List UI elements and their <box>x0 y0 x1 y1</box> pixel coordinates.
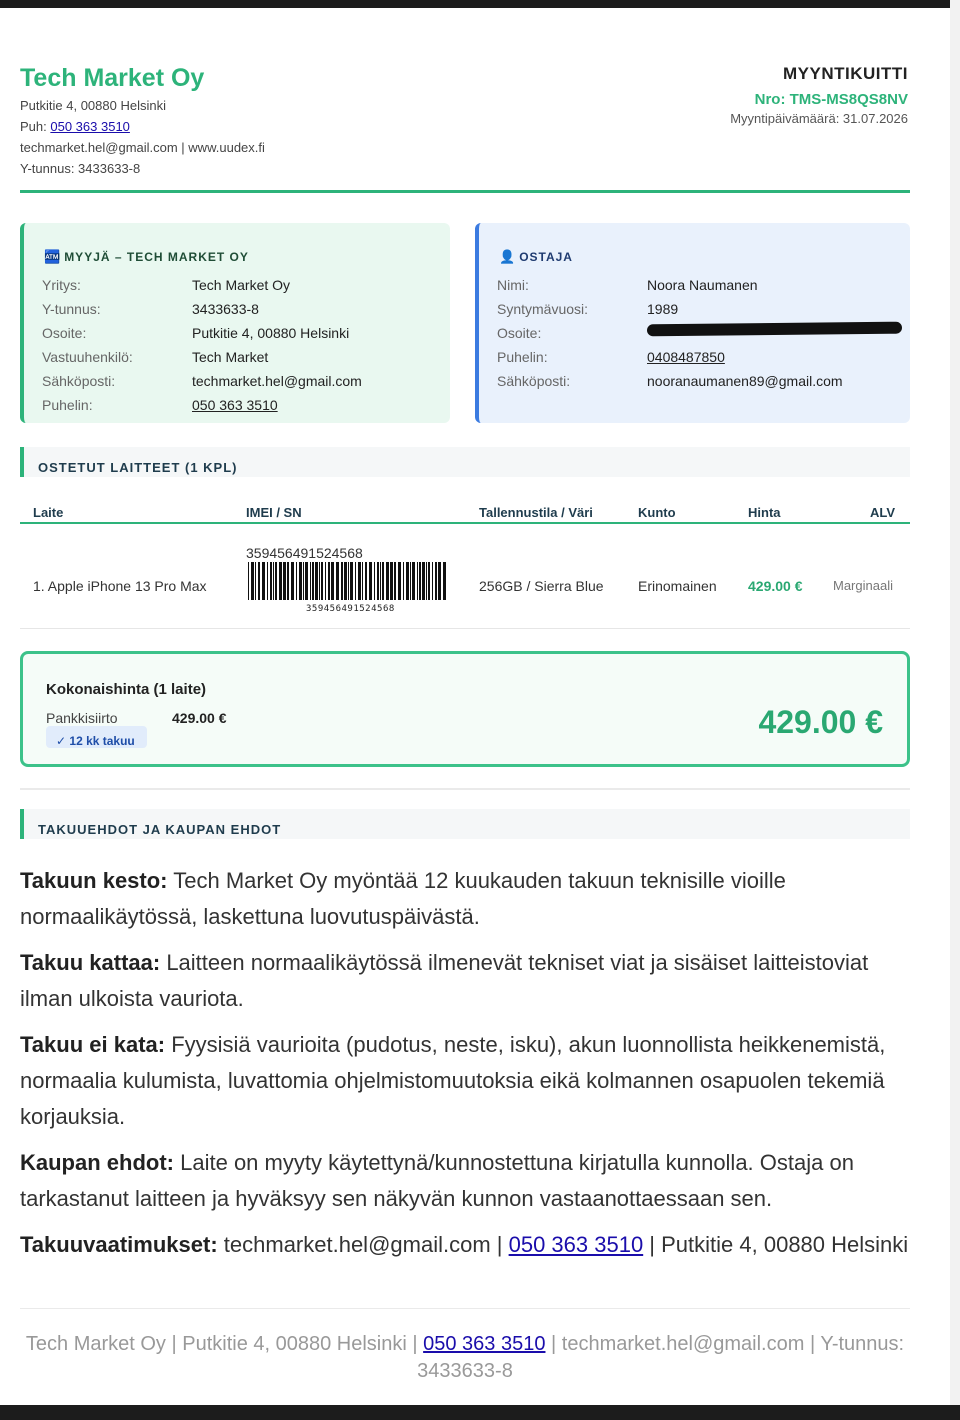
barcode-bar <box>386 562 389 600</box>
company-address: Putkitie 4, 00880 Helsinki <box>20 98 166 113</box>
barcode-bar <box>319 562 320 600</box>
total-label: Kokonaishinta (1 laite) <box>46 681 207 698</box>
warranty-badge: ✓ 12 kk takuu <box>46 726 147 748</box>
barcode-bar <box>358 562 361 600</box>
device-name: 1. Apple iPhone 13 Pro Max <box>33 578 207 594</box>
header-divider <box>20 190 910 193</box>
phone-label: Puh: <box>20 119 47 134</box>
barcode-bar <box>328 562 330 600</box>
table-row-divider <box>20 628 910 629</box>
term-warranty-excludes: Takuu ei kata: Fyysisiä vaurioita (pudotus, neste, isku), akun luonnollista heikkenemistä, normaalia kulumista, luvattomia ohjelmistomuutoksia eikä kolmannen osapuolen tekemiä korjauksia. <box>20 1032 886 1129</box>
receipt-number: Nro: TMS-MS8QS8NV <box>754 91 908 108</box>
barcode-bar <box>426 562 427 600</box>
person-icon: 👤 <box>499 249 517 264</box>
term-warranty-duration: Takuun kesto: Tech Market Oy myöntää 12 kuukauden takuun teknisille vioille normaalikäytössä, laskettuna luovutuspäivästä. <box>20 868 786 929</box>
total-box <box>20 651 910 767</box>
barcode-bar <box>296 562 297 600</box>
barcode-bar <box>251 562 254 600</box>
seller-box-title: 🏧 MYYJÄ – TECH MARKET OY <box>44 249 249 264</box>
col-header-condition: Kunto <box>638 505 676 520</box>
device-price: 429.00 € <box>748 578 803 594</box>
barcode-bar <box>377 562 379 600</box>
col-header-storage-color: Tallennustila / Väri <box>479 505 593 520</box>
col-header-device: Laite <box>33 505 64 520</box>
barcode-bar <box>394 562 396 600</box>
barcode-bar <box>422 562 425 600</box>
barcode-bar <box>291 562 294 600</box>
barcode-bar <box>303 562 304 600</box>
redaction-scribble <box>647 322 902 337</box>
barcode-bar <box>428 562 430 600</box>
barcode-bar <box>321 562 323 600</box>
barcode-bar <box>362 562 363 600</box>
barcode-bar <box>325 562 326 600</box>
grand-total: 429.00 € <box>758 704 883 740</box>
barcode-bar <box>348 562 349 600</box>
barcode-bar <box>435 562 437 600</box>
footer: Tech Market Oy | Putkitie 4, 00880 Helsinki | 050 363 3510 | techmarket.hel@gmail.com | Y-tunnus: 3433633-8 <box>25 1333 905 1382</box>
company-phone-line <box>20 119 130 134</box>
barcode-bar <box>432 562 433 600</box>
barcode-bar <box>283 562 286 600</box>
col-header-imei: IMEI / SN <box>246 505 302 520</box>
barcode-bar <box>419 562 421 600</box>
devices-section-title: OSTETUT LAITTEET (1 KPL) <box>38 460 238 475</box>
barcode-bar <box>417 562 418 600</box>
barcode-bar <box>248 562 249 600</box>
barcode-bar <box>341 562 343 600</box>
device-condition: Erinomainen <box>638 578 717 594</box>
term-warranty-covers: Takuu kattaa: Laitteen normaalikäytössä ilmenevät tekniset viat ja sisäiset laitteistoviat ilman ulkoista vauriota. <box>20 950 869 1011</box>
footer-phone-link[interactable]: 050 363 3510 <box>423 1333 546 1355</box>
col-header-vat: ALV <box>870 505 896 520</box>
barcode-bar <box>374 562 375 600</box>
barcode-bar <box>443 562 446 600</box>
seller-box: 🏧 MYYJÄ – TECH MARKET OY Yritys: Tech Market Oy Y-tunnus: 3433633-8 Osoite: Putkitie 4, 00880 Helsinki Vastuuhenkilö: Tech Market Sähköposti: techmarket.hel@gmail.com Puhelin: 050 363 3510 <box>20 223 450 423</box>
barcode-bar <box>336 562 339 600</box>
barcode-bar <box>267 562 268 600</box>
devices-section-header <box>20 447 910 477</box>
barcode-bar <box>279 562 282 600</box>
terms-section-header <box>20 809 910 839</box>
company-business-id: Y-tunnus: 3433633-8 <box>20 161 141 176</box>
receipt-title: MYYNTIKUITTI <box>783 64 908 83</box>
seller-phone-link[interactable]: 050 363 3510 <box>192 397 278 413</box>
barcode-bar <box>369 562 372 600</box>
barcode-bar <box>355 562 356 600</box>
barcode-bar <box>305 562 308 600</box>
barcode-bar <box>403 562 404 600</box>
buyer-phone-link[interactable]: 0408487850 <box>647 349 725 365</box>
barcode-bar <box>255 562 256 600</box>
receipt-date: Myyntipäivämäärä: 31.07.2026 <box>730 111 908 126</box>
barcode-bar <box>270 562 272 600</box>
col-header-price: Hinta <box>748 505 781 520</box>
barcode-bar <box>312 562 314 600</box>
barcode-bar <box>438 562 441 600</box>
total-divider <box>20 788 910 790</box>
footer-divider <box>20 1308 910 1309</box>
company-phone-link[interactable]: 050 363 3510 <box>50 119 130 134</box>
top-bezel <box>0 0 960 8</box>
barcode-bar <box>398 562 401 600</box>
barcode-bar <box>315 562 318 600</box>
terms-section-title: TAKUUEHDOT JA KAUPAN EHDOT <box>38 822 282 837</box>
term-sale-conditions: Kaupan ehdot: Laite on myyty käytettynä/kunnostettuna kirjatulla kunnolla. Ostaja on tarkastanut laitteen ja hyväksyy sen näkyvän kunnon vastaanottaessaan sen. <box>20 1150 854 1211</box>
claims-phone-link[interactable]: 050 363 3510 <box>508 1232 644 1257</box>
imei-barcode <box>248 562 452 600</box>
barcode-bar <box>273 562 274 600</box>
bottom-bezel <box>0 1405 960 1420</box>
device-storage-color: 256GB / Sierra Blue <box>479 578 604 594</box>
device-imei: 359456491524568 <box>246 545 363 561</box>
term-warranty-claims: Takuuvaatimukset: techmarket.hel@gmail.com | 050 363 3510 | Putkitie 4, 00880 Helsinki <box>20 1232 909 1257</box>
right-edge <box>950 0 960 1420</box>
barcode-bar <box>275 562 277 600</box>
table-header-divider <box>20 522 910 524</box>
barcode-bar <box>382 562 384 600</box>
barcode-bar <box>380 562 381 600</box>
payment-method: Pankkisiirto <box>46 710 118 726</box>
barcode-bar <box>287 562 289 600</box>
cash-register-icon: 🏧 <box>44 249 62 264</box>
barcode-bar <box>258 562 260 600</box>
barcode-bar <box>365 562 367 600</box>
barcode-bar <box>299 562 302 600</box>
barcode-bar <box>390 562 393 600</box>
barcode-bar <box>331 562 334 600</box>
barcode-bar <box>406 562 409 600</box>
barcode-bar <box>350 562 353 600</box>
barcode-bar <box>344 562 347 600</box>
payment-amount: 429.00 € <box>172 710 227 726</box>
barcode-bar <box>410 562 411 600</box>
barcode-caption: 359456491524568 <box>306 604 395 614</box>
company-name: Tech Market Oy <box>20 64 205 92</box>
buyer-box-title: 👤 OSTAJA <box>499 249 573 264</box>
barcode-bar <box>310 562 311 600</box>
company-contact: techmarket.hel@gmail.com | www.uudex.fi <box>20 140 265 155</box>
device-vat: Marginaali <box>833 578 893 593</box>
buyer-box: 👤 OSTAJA Nimi: Noora Naumanen Syntymävuosi: 1989 Osoite: Puhelin: 0408487850 Sähköposti: nooranaumanen89@gmail.com <box>475 223 910 423</box>
barcode-bar <box>262 562 265 600</box>
barcode-bar <box>412 562 415 600</box>
